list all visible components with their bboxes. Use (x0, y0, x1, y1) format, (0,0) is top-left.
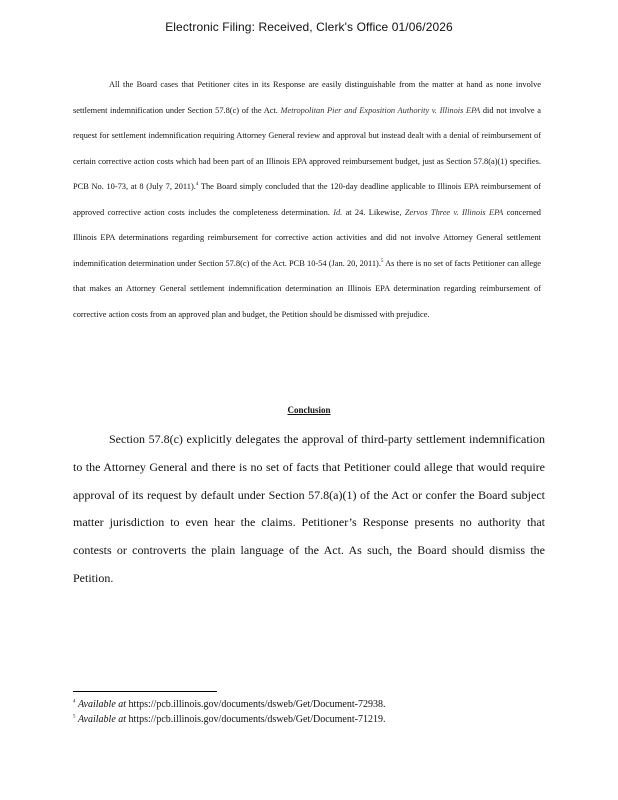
footnote-mark: 4 (73, 699, 76, 705)
footnote-ref-4: 4 (195, 182, 199, 188)
argument-text-6: As there is no set of facts Petitioner can allege that makes an Attorney General settlement indemnification determination an Illinois EPA determination regarding reimbursement of corrective action costs from an approved plan and budget, the Petition should be dismissed with prejudice. (73, 258, 541, 319)
argument-text-2: did not involve a request for settlement indemnification requiring Attorney General review and approval but instead dealt with a denial of reimbursement of certain corrective action costs which had been part of an Illinois EPA approved reimbursement budget, just as Section 57.8(a)(1) specifies. PCB No. 10-73, at 8 (July 7, 2011). (73, 105, 541, 191)
conclusion-heading (0, 405, 618, 415)
conclusion-heading-text: Conclusion (287, 405, 331, 415)
footnote-4 (73, 697, 553, 712)
footnote-label: Available at (78, 714, 127, 725)
argument-text-5: concerned Illinois EPA determinations regarding reimbursement for corrective action activities and did not involve Attorney General settlement indemnification determination under Section 57.8(c) of the Act. PCB 10-54 (Jan. 20, 2011). (73, 207, 541, 268)
footnote-url: https://pcb.illinois.gov/documents/dsweb/Get/Document-71219. (128, 714, 386, 725)
footnote-label: Available at (78, 699, 127, 710)
footnote-5 (73, 712, 553, 727)
footnote-mark: 5 (73, 714, 76, 720)
conclusion-paragraph (73, 426, 545, 593)
conclusion-text: Section 57.8(c) explicitly delegates the approval of third-party settlement indemnification to the Attorney General and there is no set of facts that Petitioner could allege that would require approval of its request by default under Section 57.8(a)(1) of the Act or confer the Board subject matter jurisdiction to even hear the claims. Petitioner’s Response presents no authority that contests or controverts the plain language of the Act. As such, the Board should dismiss the Petition. (73, 432, 545, 585)
argument-text-3: The Board simply concluded that the 120-day deadline applicable to Illinois EPA reimbursement of approved corrective action costs includes the completeness determination. (73, 182, 541, 217)
argument-paragraph (73, 72, 541, 327)
case-citation-metropolitan-pier: Metropolitan Pier and Exposition Authority v. Illinois EPA (280, 105, 481, 115)
argument-text-1: All the Board cases that Petitioner cites in its Response are easily distinguishable from the matter at hand as none involve settlement indemnification under Section 57.8(c) of the Act. (73, 80, 541, 115)
footnote-ref-5: 5 (380, 258, 384, 264)
id-citation: Id. (333, 207, 343, 217)
footnote-separator (73, 691, 217, 692)
footnote-url: https://pcb.illinois.gov/documents/dsweb/Get/Document-72938. (128, 699, 386, 710)
filing-stamp-header: Electronic Filing: Received, Clerk's Office 01/06/2026 (165, 20, 453, 34)
case-citation-zervos-three: Zervos Three v. Illinois EPA (404, 207, 504, 217)
argument-text-4: at 24. Likewise, (342, 207, 405, 217)
footnotes (73, 697, 553, 727)
